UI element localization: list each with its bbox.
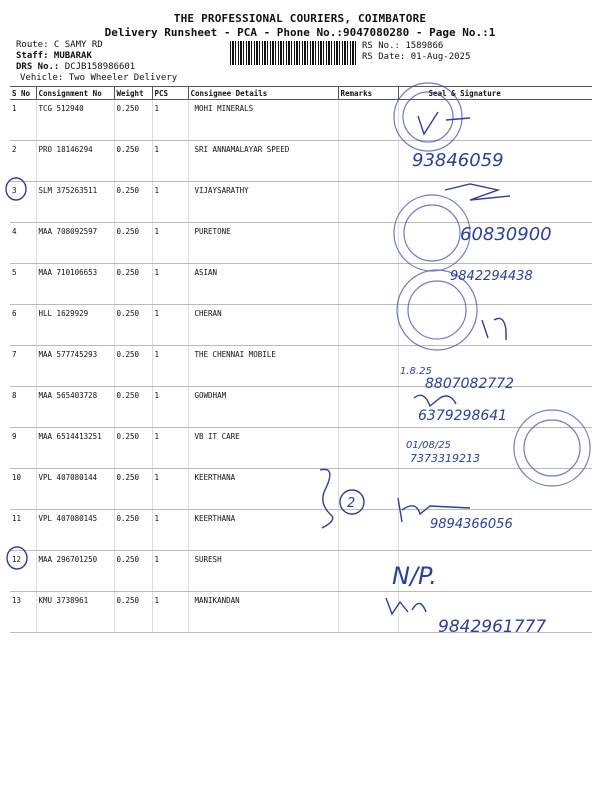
table-row [10,510,592,551]
rs-date: RS Date: 01-Aug-2025 [362,52,471,62]
table-row [10,223,592,264]
cell-remarks [338,182,398,223]
cell-remarks [338,346,398,387]
cell-pcs: 1 [152,141,188,182]
delivery-table [10,86,592,633]
hw-circle-10: 2 [347,496,356,511]
hw-phone-13: 9842961777 [438,617,547,637]
cell-weight: 0.250 [114,346,152,387]
cell-weight: 0.250 [114,100,152,141]
drs-number [16,62,135,72]
table-row [10,469,592,510]
runsheet-subtitle: Delivery Runsheet - PCA - Phone No.:9047080280 - Page No.:1 [104,26,496,39]
cell-signature [398,510,592,551]
cell-signature [398,346,592,387]
cell-name: PURETONE [188,223,338,264]
cell-weight: 0.250 [114,428,152,469]
cell-weight: 0.250 [114,592,152,633]
cell-weight: 0.250 [114,141,152,182]
cell-cons: MAA 6514413251 [36,428,114,469]
hw-phone-8: 6379298641 [418,408,508,424]
table-row [10,100,592,141]
hw-phone-11: 9894366056 [430,517,513,532]
cell-pcs: 1 [152,223,188,264]
cell-sno: 12 [10,551,36,592]
drs-value: DCJB158986601 [59,62,136,72]
col-signature: Seal & Signature [398,87,592,100]
cell-cons: TCG 512940 [36,100,114,141]
cell-sno: 3 [10,182,36,223]
table-row [10,305,592,346]
barcode [230,41,356,65]
table-row [10,141,592,182]
cell-sno: 10 [10,469,36,510]
cell-signature [398,305,592,346]
cell-name: SRI ANNAMALAYAR SPEED [188,141,338,182]
hw-phone-2: 93846059 [412,150,504,171]
cell-weight: 0.250 [114,510,152,551]
cell-remarks [338,510,398,551]
vehicle-label: Vehicle: Two Wheeler Delivery [20,73,178,83]
hw-phone-5: 9842294438 [450,269,533,284]
cell-remarks [338,141,398,182]
cell-signature [398,592,592,633]
table-row [10,592,592,633]
cell-cons: MAA 565403728 [36,387,114,428]
cell-pcs: 1 [152,305,188,346]
cell-pcs: 1 [152,510,188,551]
cell-sno: 2 [10,141,36,182]
cell-sno: 5 [10,264,36,305]
hw-note-12: N/P. [392,562,437,590]
cell-name: GOWDHAM [188,387,338,428]
cell-cons: VPL 407080144 [36,469,114,510]
cell-pcs: 1 [152,182,188,223]
cell-cons: KMU 3738961 [36,592,114,633]
cell-remarks [338,469,398,510]
cell-name: THE CHENNAI MOBILE [188,346,338,387]
cell-remarks [338,305,398,346]
cell-pcs: 1 [152,428,188,469]
cell-weight: 0.250 [114,305,152,346]
table-row [10,346,592,387]
cell-cons: MAA 708092597 [36,223,114,264]
cell-sno: 7 [10,346,36,387]
cell-cons: PRO 18146294 [36,141,114,182]
table-row [10,551,592,592]
cell-name: MOHI MINERALS [188,100,338,141]
cell-sno: 6 [10,305,36,346]
cell-pcs: 1 [152,387,188,428]
cell-signature [398,387,592,428]
staff-label: Staff: MUBARAK [16,51,92,61]
cell-cons: MAA 577745293 [36,346,114,387]
cell-sno: 11 [10,510,36,551]
cell-signature [398,264,592,305]
rs-number: RS No.: 1589866 [362,41,444,51]
col-consignment: Consignment No [36,87,114,100]
route-label: Route: C SAMY RD [16,40,103,50]
cell-signature [398,428,592,469]
cell-weight: 0.250 [114,264,152,305]
col-weight: Weight [114,87,152,100]
hw-date-7: 1.8.25 [400,366,432,377]
cell-name: VB IT CARE [188,428,338,469]
cell-sno: 9 [10,428,36,469]
cell-name: MANIKANDAN [188,592,338,633]
table-row [10,182,592,223]
cell-weight: 0.250 [114,469,152,510]
cell-signature [398,100,592,141]
cell-remarks [338,387,398,428]
cell-sno: 8 [10,387,36,428]
hw-date-9: 01/08/25 [406,440,451,451]
cell-name: ASIAN [188,264,338,305]
cell-name: VIJAYSARATHY [188,182,338,223]
table-row [10,264,592,305]
cell-cons: HLL 1629929 [36,305,114,346]
hw-phone-9: 7373319213 [410,452,480,465]
cell-remarks [338,428,398,469]
cell-weight: 0.250 [114,182,152,223]
cell-name: KEERTHANA [188,510,338,551]
drs-label: DRS No.: [16,62,60,72]
table-row [10,428,592,469]
cell-weight: 0.250 [114,223,152,264]
cell-pcs: 1 [152,551,188,592]
col-sno: S No [10,87,36,100]
cell-remarks [338,551,398,592]
cell-name: CHERAN [188,305,338,346]
cell-remarks [338,223,398,264]
col-remarks: Remarks [338,87,398,100]
cell-cons: MAA 296701250 [36,551,114,592]
cell-signature [398,182,592,223]
cell-pcs: 1 [152,346,188,387]
cell-name: SURESH [188,551,338,592]
table-header-row [10,87,592,100]
cell-signature [398,141,592,182]
company-title: THE PROFESSIONAL COURIERS, COIMBATORE [173,12,427,25]
cell-weight: 0.250 [114,387,152,428]
cell-signature [398,551,592,592]
cell-pcs: 1 [152,469,188,510]
cell-cons: SLM 375263511 [36,182,114,223]
table-row [10,387,592,428]
cell-cons: VPL 407080145 [36,510,114,551]
cell-sno: 4 [10,223,36,264]
cell-sno: 1 [10,100,36,141]
cell-weight: 0.250 [114,551,152,592]
cell-remarks [338,100,398,141]
cell-remarks [338,264,398,305]
col-pcs: PCS [152,87,188,100]
cell-remarks [338,592,398,633]
cell-sno: 13 [10,592,36,633]
hw-phone-4: 60830900 [460,224,552,245]
cell-signature [398,223,592,264]
cell-name: KEERTHANA [188,469,338,510]
cell-pcs: 1 [152,100,188,141]
cell-cons: MAA 710106653 [36,264,114,305]
cell-signature [398,469,592,510]
cell-pcs: 1 [152,592,188,633]
cell-pcs: 1 [152,264,188,305]
col-consignee: Consignee Details [188,87,338,100]
hw-phone-7: 8807082772 [425,376,515,392]
